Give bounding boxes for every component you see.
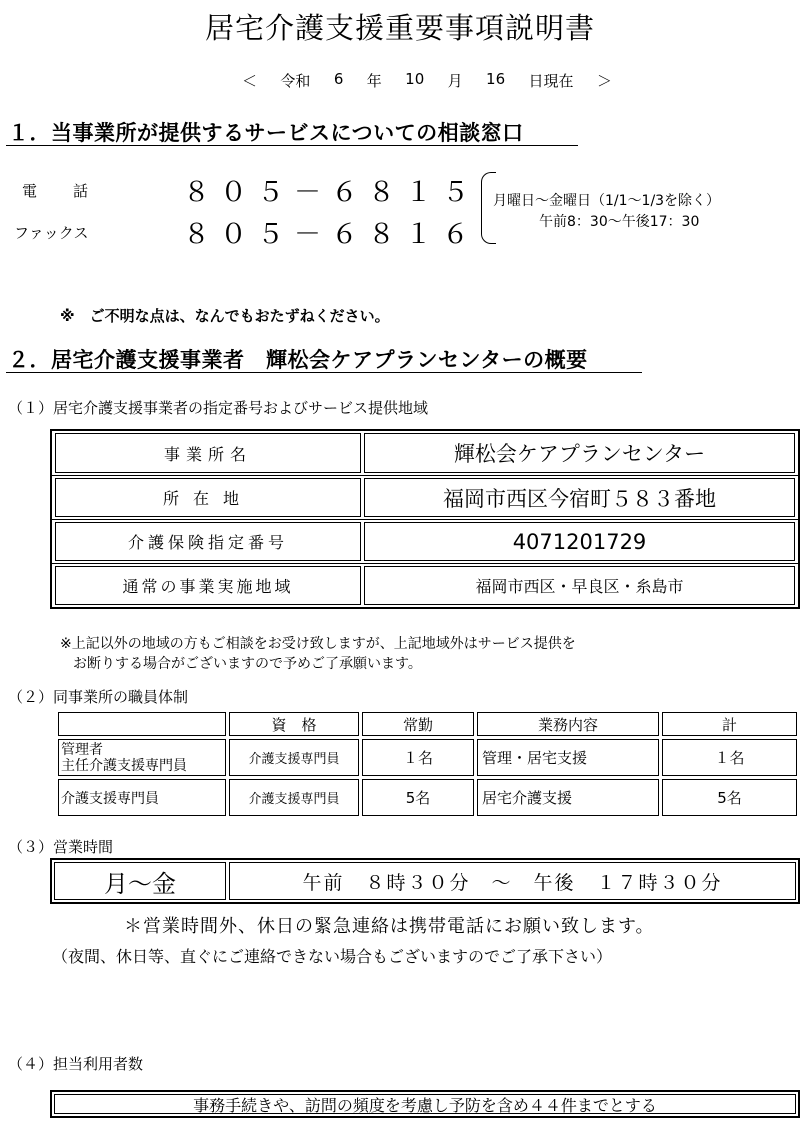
area-note-line2: お断りする場合がございますので予めご了承願います。 [73, 656, 422, 672]
fax-label: ファックス [14, 224, 89, 242]
staff-duties: 管理・居宅支援 [477, 739, 659, 776]
staff-role-line1: 介護支援専門員 [61, 790, 159, 807]
section1-underline [6, 145, 578, 146]
table-header-row [58, 712, 797, 736]
staff-role-cell [58, 739, 226, 776]
staff-table [55, 709, 800, 819]
staff-role-line2: 主任介護支援専門員 [61, 757, 187, 774]
insurance-number-value: 4071201729 [364, 522, 795, 561]
staff-header-total: 計 [662, 712, 797, 736]
phone-number: ８０５－６８１５ [183, 177, 479, 208]
fax-number: ８０５－６８１６ [183, 219, 479, 250]
staff-total: 5名 [662, 779, 797, 816]
staff-header-duties: 業務内容 [477, 712, 659, 736]
service-area-label: 通常の事業実施地域 [55, 566, 361, 605]
section1-heading: １．当事業所が提供するサービスについての相談窓口 [8, 121, 524, 145]
hours-days: 月曜日～金曜日（1/1～1/3を除く） [493, 193, 721, 209]
sub2-heading: （２）同事業所の職員体制 [8, 688, 189, 706]
table-row [52, 475, 798, 519]
emergency-note: ＊営業時間外、休日の緊急連絡は携帯電話にお願い致します。 [124, 916, 655, 937]
date-day-unit: 日現在 [528, 72, 574, 90]
date-year-unit: 年 [366, 72, 382, 90]
staff-fulltime: １名 [362, 739, 474, 776]
staff-duties: 居宅介護支援 [477, 779, 659, 816]
date-day: 16 [486, 70, 506, 88]
staff-fulltime: 5名 [362, 779, 474, 816]
staff-header-role [58, 712, 226, 736]
staff-qualification: 介護支援専門員 [229, 739, 359, 776]
page-title: 居宅介護支援重要事項説明書 [204, 11, 595, 45]
caseload-text: 事務手続きや、訪問の頻度を考慮し予防を含め４４件までとする [54, 1094, 796, 1114]
sub4-heading: （４）担当利用者数 [8, 1055, 144, 1073]
date-line [242, 70, 612, 91]
address-label: 所在地 [55, 478, 361, 517]
hours-time: 午前8：30～午後17：30 [539, 214, 700, 230]
staff-qualification: 介護支援専門員 [229, 779, 359, 816]
service-area-value: 福岡市西区・早良区・糸島市 [364, 566, 795, 605]
business-hours-box [50, 858, 800, 904]
date-open-bracket: ＜ [242, 72, 258, 90]
area-note-line1: ※上記以外の地域の方もご相談をお受け致しますが、上記地域外はサービス提供を [60, 636, 576, 652]
office-info-table [50, 429, 800, 609]
phone-label: 電 話 [22, 182, 91, 200]
date-month-unit: 月 [447, 72, 463, 90]
table-row [52, 563, 798, 607]
table-row [52, 519, 798, 563]
staff-total: １名 [662, 739, 797, 776]
date-era: 令和 [280, 72, 311, 90]
staff-header-qualification: 資 格 [229, 712, 359, 736]
sub1-heading: （１）居宅介護支援事業者の指定番号およびサービス提供地域 [8, 399, 429, 417]
date-month: 10 [405, 70, 425, 88]
inquiry-note: ※ ご不明な点は、なんでもおたずねください。 [60, 307, 390, 325]
staff-role-line1: 管理者 [61, 741, 103, 758]
table-row [58, 739, 797, 776]
table-row [52, 431, 798, 475]
date-year: 6 [333, 70, 344, 88]
caseload-box [50, 1090, 800, 1118]
insurance-number-label: 介護保険指定番号 [55, 522, 361, 561]
sub3-heading: （３）営業時間 [8, 838, 114, 856]
address-value: 福岡市西区今宿町５８３番地 [364, 478, 795, 517]
office-name-value: 輝松会ケアプランセンター [364, 433, 795, 473]
staff-role-cell [58, 779, 226, 816]
office-name-label: 事業所名 [55, 433, 361, 473]
staff-header-fulltime: 常勤 [362, 712, 474, 736]
date-close-bracket: ＞ [596, 72, 612, 90]
section2-underline [6, 372, 642, 373]
emergency-note-sub: （夜間、休日等、直ぐにご連絡できない場合もございますのでご了承下さい） [52, 947, 613, 966]
business-days: 月～金 [54, 862, 226, 900]
section2-heading: ２．居宅介護支援事業者 輝松会ケアプランセンターの概要 [8, 348, 588, 372]
business-time: 午前 ８時３０分 ～ 午後 １７時３０分 [229, 862, 796, 900]
table-row [58, 779, 797, 816]
